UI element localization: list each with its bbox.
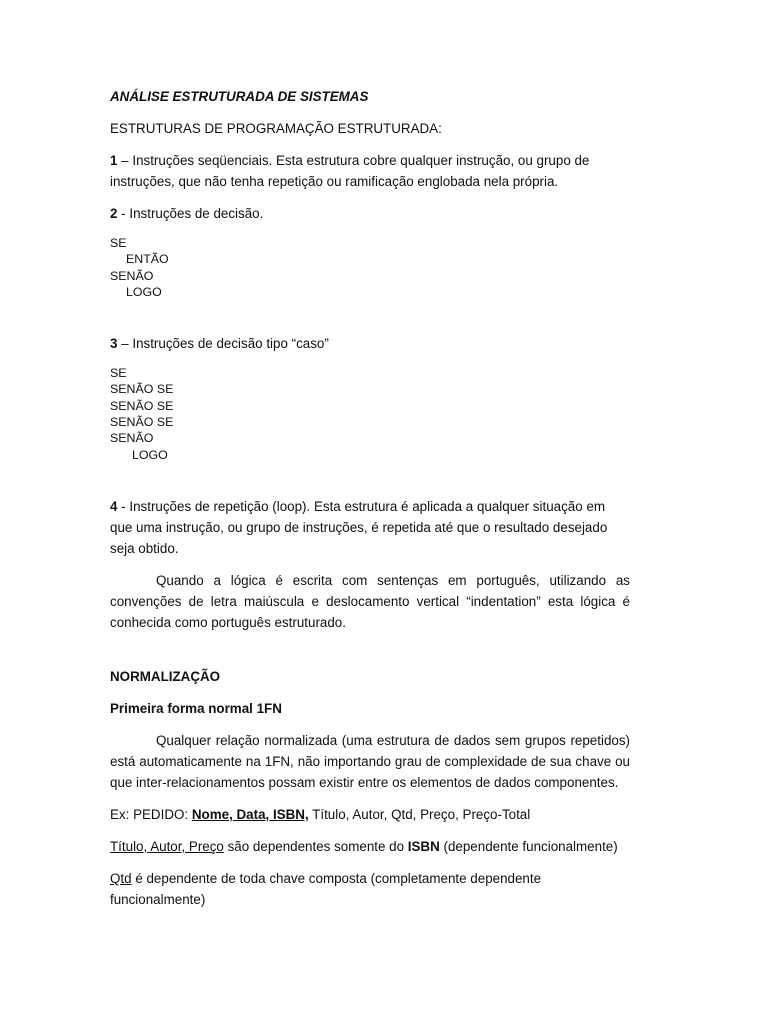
item-3-separator: – xyxy=(117,336,133,352)
item-4-separator: - xyxy=(117,498,130,514)
first-normal-form-heading-text: Primeira forma normal 1FN xyxy=(110,700,282,716)
paragraph-1fn: Qualquer relação normalizada (uma estrutura de dados sem grupos repetidos) está automaticamente na 1FN, não importando grau de complexidade de sua chave ou que inter-relacionamentos possam existir entre os elementos de dados componentes. xyxy=(110,732,630,790)
item-3 xyxy=(110,333,630,354)
normalization-heading xyxy=(110,666,630,687)
dependency-attribute-qtd: Qtd xyxy=(110,870,132,886)
item-4-number: 4 xyxy=(110,498,118,514)
code-line: SE xyxy=(110,366,127,381)
item-2-text: Instruções de decisão. xyxy=(129,206,264,221)
dependency-mid: são dependentes somente do xyxy=(223,838,408,854)
code-line: SE xyxy=(110,236,127,250)
document-title: ANÁLISE ESTRUTURADA DE SISTEMAS xyxy=(110,89,369,104)
code-line: LOGO xyxy=(132,447,168,462)
code-line: SENÃO xyxy=(110,268,154,283)
item-1 xyxy=(110,150,630,192)
dependency-line-2 xyxy=(110,868,630,910)
dependency-line-1 xyxy=(110,836,630,857)
item-3-text: Instruções de decisão tipo “caso” xyxy=(132,336,329,352)
item-2 xyxy=(110,203,630,224)
item-4-text: Instruções de repetição (loop). Esta estrutura é aplicada a qualquer situação em que uma instrução, ou grupo de instruções, é repetida até que o resultado desejado seja obtido. xyxy=(110,498,608,556)
example-prefix: Ex: PEDIDO: xyxy=(110,806,192,822)
dependency-text: é dependente de toda chave composta (completamente dependente funcionalmente) xyxy=(110,870,542,907)
normalization-heading-text: NORMALIZAÇÃO xyxy=(110,668,221,684)
code-line: SENÃO SE xyxy=(110,382,174,397)
code-line: SENÃO SE xyxy=(110,415,174,430)
item-1-text: Instruções seqüenciais. Esta estrutura cobre qualquer instrução, ou grupo de instruções, que não tenha repetição ou ramificação englobada nela própria. xyxy=(110,153,590,189)
paragraph-portugues-estruturado: Quando a lógica é escrita com sentenças em português, utilizando as convenções de letra maiúscula e deslocamento vertical “indentation” esta lógica é conhecida como português estruturado. xyxy=(110,572,630,630)
code-line: LOGO xyxy=(126,284,162,299)
item-4 xyxy=(110,496,630,559)
code-line: ENTÃO xyxy=(126,252,169,267)
example-rest: Título, Autor, Qtd, Preço, Preço-Total xyxy=(308,806,531,822)
item-1-number: 1 xyxy=(110,153,118,168)
example-key: Nome, Data, ISBN, xyxy=(191,806,309,822)
first-normal-form-heading xyxy=(110,698,630,719)
code-block-case xyxy=(110,365,630,463)
item-1-separator: – xyxy=(117,153,133,168)
code-line: SENÃO SE xyxy=(110,398,174,413)
code-line: SENÃO xyxy=(110,431,154,446)
dependency-attributes: Título, Autor, Preço xyxy=(110,838,224,854)
item-3-number: 3 xyxy=(110,336,118,352)
section-heading: ESTRUTURAS DE PROGRAMAÇÃO ESTRUTURADA: xyxy=(110,121,442,136)
dependency-key: ISBN xyxy=(407,838,440,854)
item-2-number: 2 xyxy=(110,206,118,221)
document-page xyxy=(110,86,630,921)
example-line xyxy=(110,804,630,825)
code-block-decision xyxy=(110,235,630,300)
dependency-end: (dependente funcionalmente) xyxy=(439,838,618,854)
item-2-separator: - xyxy=(117,206,130,221)
